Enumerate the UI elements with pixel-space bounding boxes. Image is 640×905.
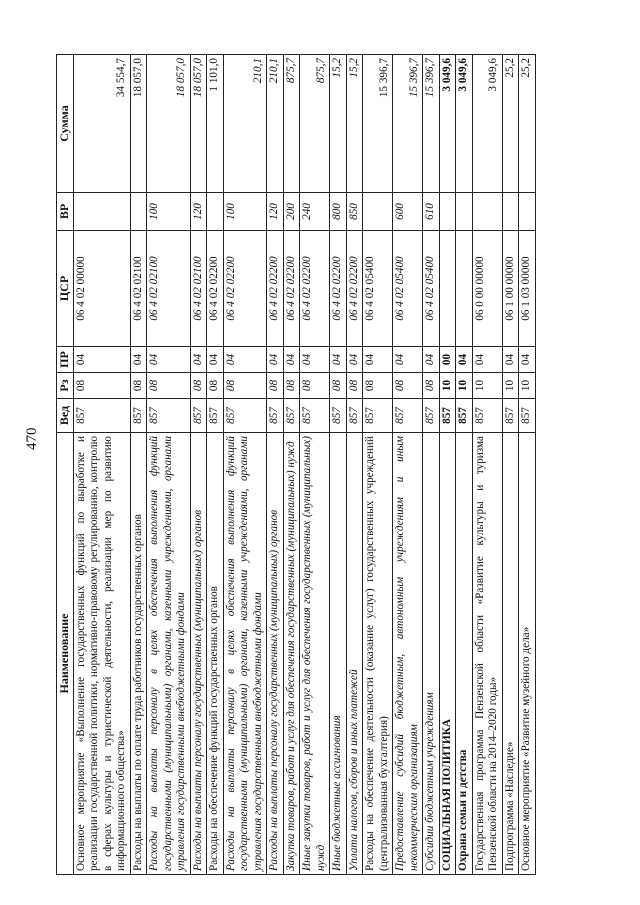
header-name: Наименование	[57, 433, 74, 875]
cell-csr: 06 4 02 00000	[73, 231, 130, 347]
header-sum: Сумма	[57, 55, 74, 193]
cell-rz: 10	[519, 373, 536, 399]
header-csr: ЦСР	[57, 231, 74, 347]
cell-ved: 857	[190, 399, 207, 433]
cell-ved: 857	[519, 399, 536, 433]
cell-vr	[363, 193, 393, 231]
cell-csr: 06 4 02 02200	[267, 231, 284, 347]
cell-vr	[456, 193, 473, 231]
cell-sum: 15,2	[330, 55, 347, 193]
cell-rz: 10	[439, 373, 456, 399]
cell-vr	[519, 193, 536, 231]
cell-csr: 06 4 02 05400	[363, 231, 393, 347]
cell-csr: 06 4 02 02200	[330, 231, 347, 347]
cell-rz: 10	[502, 373, 519, 399]
cell-ved: 857	[283, 399, 300, 433]
cell-vr: 800	[330, 193, 347, 231]
cell-ved: 857	[456, 399, 473, 433]
header-pr: ПР	[57, 347, 74, 373]
cell-rz: 08	[283, 373, 300, 399]
cell-rz: 10	[456, 373, 473, 399]
header-rz: Рз	[57, 373, 74, 399]
cell-csr: 06 1 00 00000	[502, 231, 519, 347]
cell-rz: 08	[393, 373, 423, 399]
cell-rz: 08	[207, 373, 224, 399]
cell-csr: 06 4 02 05400	[423, 231, 440, 347]
cell-rz: 08	[190, 373, 207, 399]
cell-ved: 857	[330, 399, 347, 433]
cell-sum: 18 057,0	[130, 55, 147, 193]
page-number: 470	[24, 427, 40, 450]
table-row	[267, 55, 284, 875]
cell-vr: 850	[346, 193, 363, 231]
cell-name: Расходы на выплаты по оплате труда работников государственных органов	[130, 433, 147, 875]
cell-ved: 857	[472, 399, 502, 433]
table-row	[300, 55, 330, 875]
table-row	[393, 55, 423, 875]
cell-vr	[73, 193, 130, 231]
budget-table	[56, 54, 536, 875]
cell-rz: 08	[223, 373, 267, 399]
cell-csr	[456, 231, 473, 347]
cell-pr: 04	[130, 347, 147, 373]
cell-rz: 08	[363, 373, 393, 399]
cell-pr: 04	[330, 347, 347, 373]
header-vr: ВР	[57, 193, 74, 231]
cell-sum: 18 057,0	[147, 55, 191, 193]
cell-name: Иные закупки товаров, работ и услуг для обеспечения государственных (муниципальных) нужд	[300, 433, 330, 875]
cell-rz: 08	[423, 373, 440, 399]
cell-rz: 08	[130, 373, 147, 399]
cell-sum: 18 057,0	[190, 55, 207, 193]
cell-name: Предоставление субсидий бюджетным, автономным учреждениям и иным некоммерческим организациям	[393, 433, 423, 875]
table-row	[207, 55, 224, 875]
cell-pr: 04	[456, 347, 473, 373]
cell-ved: 857	[502, 399, 519, 433]
cell-csr: 06 1 03 00000	[519, 231, 536, 347]
cell-ved: 857	[393, 399, 423, 433]
cell-name: Закупка товаров, работ и услуг для обеспечения государственных (муниципальных) нужд	[283, 433, 300, 875]
cell-csr: 06 4 02 02200	[283, 231, 300, 347]
cell-sum: 3 049,6	[439, 55, 456, 193]
cell-sum: 1 101,0	[207, 55, 224, 193]
cell-name: Расходы на выплаты персоналу государственных (муниципальных) органов	[267, 433, 284, 875]
cell-sum: 34 554,7	[73, 55, 130, 193]
cell-sum: 25,2	[519, 55, 536, 193]
cell-pr: 04	[73, 347, 130, 373]
cell-sum: 875,7	[283, 55, 300, 193]
cell-rz: 08	[346, 373, 363, 399]
cell-pr: 04	[223, 347, 267, 373]
table-row	[423, 55, 440, 875]
cell-vr	[472, 193, 502, 231]
cell-vr: 120	[190, 193, 207, 231]
cell-rz: 08	[73, 373, 130, 399]
cell-sum: 875,7	[300, 55, 330, 193]
table-row	[456, 55, 473, 875]
cell-vr: 120	[267, 193, 284, 231]
cell-pr: 04	[472, 347, 502, 373]
cell-ved: 857	[223, 399, 267, 433]
cell-rz: 08	[330, 373, 347, 399]
cell-name: Субсидии бюджетным учреждениям	[423, 433, 440, 875]
table-row	[130, 55, 147, 875]
cell-csr: 06 4 02 05400	[393, 231, 423, 347]
cell-vr	[502, 193, 519, 231]
cell-ved: 857	[267, 399, 284, 433]
cell-pr: 04	[346, 347, 363, 373]
cell-ved: 857	[130, 399, 147, 433]
cell-vr: 600	[393, 193, 423, 231]
cell-name: Основное мероприятие «Развитие музейного дела»	[519, 433, 536, 875]
cell-csr: 06 4 02 02100	[147, 231, 191, 347]
cell-pr: 04	[423, 347, 440, 373]
cell-name: Расходы на обеспечение функций государственных органов	[207, 433, 224, 875]
cell-vr	[207, 193, 224, 231]
table-header-row	[57, 55, 74, 875]
cell-csr: 06 4 02 02100	[130, 231, 147, 347]
cell-sum: 15 396,7	[363, 55, 393, 193]
table-row	[472, 55, 502, 875]
cell-vr: 100	[223, 193, 267, 231]
cell-pr: 00	[439, 347, 456, 373]
cell-ved: 857	[73, 399, 130, 433]
header-ved: Вед	[57, 399, 74, 433]
cell-rz: 08	[147, 373, 191, 399]
cell-ved: 857	[300, 399, 330, 433]
cell-pr: 04	[147, 347, 191, 373]
cell-csr: 06 4 02 02100	[190, 231, 207, 347]
cell-pr: 04	[207, 347, 224, 373]
cell-rz: 08	[267, 373, 284, 399]
cell-name: СОЦИАЛЬНАЯ ПОЛИТИКА	[439, 433, 456, 875]
cell-pr: 04	[393, 347, 423, 373]
cell-pr: 04	[267, 347, 284, 373]
cell-sum: 15 396,7	[423, 55, 440, 193]
cell-pr: 04	[502, 347, 519, 373]
cell-rz: 10	[472, 373, 502, 399]
cell-sum: 3 049,6	[472, 55, 502, 193]
cell-pr: 04	[190, 347, 207, 373]
table-row	[190, 55, 207, 875]
cell-name: Государственная программа Пензенской области «Развитие культуры и туризма Пензенской области на 2014–2020 годы»	[472, 433, 502, 875]
cell-ved: 857	[346, 399, 363, 433]
budget-table-container	[56, 55, 532, 875]
cell-csr: 06 4 02 02200	[300, 231, 330, 347]
cell-sum: 210,1	[267, 55, 284, 193]
cell-name: Уплата налогов, сборов и иных платежей	[346, 433, 363, 875]
table-row	[223, 55, 267, 875]
cell-csr: 06 4 02 02200	[223, 231, 267, 347]
cell-ved: 857	[423, 399, 440, 433]
table-row	[439, 55, 456, 875]
cell-name: Расходы на выплаты персоналу в целях обеспечения выполнения функций государственными (муниципальными) органами, казенными учреждениями, органами управления государственными внебюджетными фондами	[147, 433, 191, 875]
cell-csr: 06 4 02 02200	[346, 231, 363, 347]
cell-vr: 200	[283, 193, 300, 231]
cell-csr: 06 0 00 00000	[472, 231, 502, 347]
cell-vr	[439, 193, 456, 231]
table-body	[73, 55, 535, 875]
cell-pr: 04	[519, 347, 536, 373]
cell-name: Иные бюджетные ассигнования	[330, 433, 347, 875]
cell-vr: 100	[147, 193, 191, 231]
cell-ved: 857	[439, 399, 456, 433]
cell-vr	[130, 193, 147, 231]
table-row	[147, 55, 191, 875]
cell-csr	[439, 231, 456, 347]
table-row	[330, 55, 347, 875]
cell-vr: 610	[423, 193, 440, 231]
table-row	[73, 55, 130, 875]
cell-name: Охрана семьи и детства	[456, 433, 473, 875]
cell-sum: 25,2	[502, 55, 519, 193]
cell-sum: 210,1	[223, 55, 267, 193]
cell-pr: 04	[363, 347, 393, 373]
cell-name: Основное мероприятие «Выполнение государственных функций по выработке и реализации государственной политики, нормативно-правовому регулированию, контролю в сферах культуры и туристической деятельности, реализации мер по развитию информационного общества»	[73, 433, 130, 875]
table-row	[519, 55, 536, 875]
cell-csr: 06 4 02 02200	[207, 231, 224, 347]
cell-rz: 08	[300, 373, 330, 399]
cell-sum: 3 049,6	[456, 55, 473, 193]
cell-name: Расходы на выплаты персоналу в целях обеспечения выполнения функций государственными (муниципальными) органами, казенными учреждениями, органами управления государственными внебюджетными фондами	[223, 433, 267, 875]
cell-name: Расходы на выплаты персоналу государственных (муниципальных) органов	[190, 433, 207, 875]
table-row	[283, 55, 300, 875]
cell-pr: 04	[300, 347, 330, 373]
table-row	[502, 55, 519, 875]
cell-name: Расходы на обеспечение деятельности (оказание услуг) государственных учреждений (централизованная бухгалтерия)	[363, 433, 393, 875]
cell-vr: 240	[300, 193, 330, 231]
table-row	[363, 55, 393, 875]
cell-pr: 04	[283, 347, 300, 373]
cell-name: Подпрограмма «Наследие»	[502, 433, 519, 875]
cell-ved: 857	[207, 399, 224, 433]
cell-sum: 15 396,7	[393, 55, 423, 193]
cell-ved: 857	[363, 399, 393, 433]
cell-ved: 857	[147, 399, 191, 433]
table-row	[346, 55, 363, 875]
cell-sum: 15,2	[346, 55, 363, 193]
